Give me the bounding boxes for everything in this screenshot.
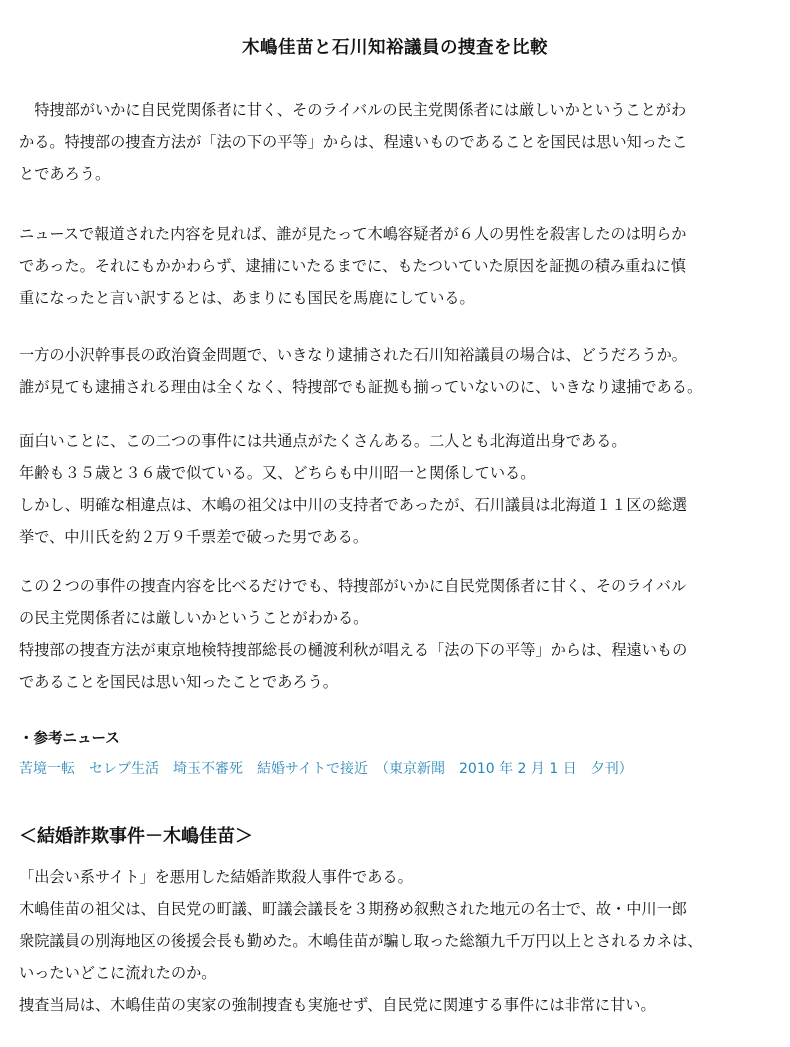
paragraph-2 bbox=[19, 218, 779, 314]
paragraph-line: ニュースで報道された内容を見れば、誰が見たって木嶋容疑者が６人の男性を殺害したのは明らか bbox=[19, 225, 687, 243]
paragraph-line: この２つの事件の捜査内容を比べるだけでも、特捜部がいかに自民党関係者に甘く、そのライバル bbox=[19, 577, 687, 595]
paragraph-line: 誰が見ても逮捕される理由は全くなく、特捜部でも証拠も揃っていないのに、いきなり逮捕である。 bbox=[19, 378, 703, 396]
section-heading: ＜結婚詐欺事件－木嶋佳苗＞ bbox=[19, 826, 253, 847]
paragraph-line: の民主党関係者には厳しいかということがわかる。 bbox=[19, 609, 369, 627]
paragraph-line: とであろう。 bbox=[19, 165, 111, 183]
section-line: いったいどこに流れたのか。 bbox=[19, 964, 217, 982]
reference-news-link[interactable]: 苦境一転 セレブ生活 埼玉不審死 結婚サイトで接近 （東京新聞 2010 年 2 月 1 日 夕刊） bbox=[19, 761, 633, 777]
paragraph-line: 一方の小沢幹事長の政治資金問題で、いきなり逮捕された石川知裕議員の場合は、どうだろうか。 bbox=[19, 346, 687, 364]
paragraph-5 bbox=[19, 570, 779, 698]
paragraph-line: 特捜部がいかに自民党関係者に甘く、そのライバルの民主党関係者には厳しいかということがわ bbox=[19, 101, 687, 119]
paragraph-line: 重になったと言い訳するとは、あまりにも国民を馬鹿にしている。 bbox=[19, 289, 475, 307]
page-title: 木嶋佳苗と石川知裕議員の捜査を比較 bbox=[242, 38, 548, 58]
paragraph-line: であった。それにもかかわらず、逮捕にいたるまでに、もたついていた原因を証拠の積み重ねに慎 bbox=[19, 257, 686, 275]
paragraph-line: かる。特捜部の捜査方法が「法の下の平等」からは、程遠いものであることを国民は思い知ったこ bbox=[19, 133, 688, 151]
paragraph-line: であることを国民は思い知ったことであろう。 bbox=[19, 673, 338, 691]
paragraph-line: 面白いことに、この二つの事件には共通点がたくさんある。二人とも北海道出身である。 bbox=[19, 432, 627, 450]
paragraph-line: 挙で、中川氏を約２万９千票差で破った男である。 bbox=[19, 528, 369, 546]
paragraph-line: 年齢も３５歳と３６歳で似ている。又、どちらも中川昭一と関係している。 bbox=[19, 464, 536, 482]
section-line: 「出会い系サイト」を悪用した結婚詐欺殺人事件である。 bbox=[19, 868, 413, 886]
paragraph-3 bbox=[19, 339, 779, 403]
reference-news-heading: ・参考ニュース bbox=[19, 731, 120, 747]
section-line: 衆院議員の別海地区の後援会長も勤めた。木嶋佳苗が騙し取った総額九千万円以上とされるカネは、 bbox=[19, 932, 703, 950]
section-line: 木嶋佳苗の祖父は、自民党の町議、町議会議長を３期務め叙勲された地元の名士で、故・中川一郎 bbox=[19, 900, 687, 918]
section-body bbox=[19, 861, 779, 1021]
paragraph-4 bbox=[19, 425, 779, 553]
paragraph-1 bbox=[19, 94, 779, 190]
paragraph-line: 特捜部の捜査方法が東京地検特捜部総長の樋渡利秋が唱える「法の下の平等」からは、程遠いもの bbox=[19, 641, 688, 659]
paragraph-line: しかし、明確な相違点は、木嶋の祖父は中川の支持者であったが、石川議員は北海道１１区の総選 bbox=[19, 496, 688, 514]
section-line: 捜査当局は、木嶋佳苗の実家の強制捜査も実施せず、自民党に関連する事件には非常に甘い。 bbox=[19, 996, 656, 1014]
